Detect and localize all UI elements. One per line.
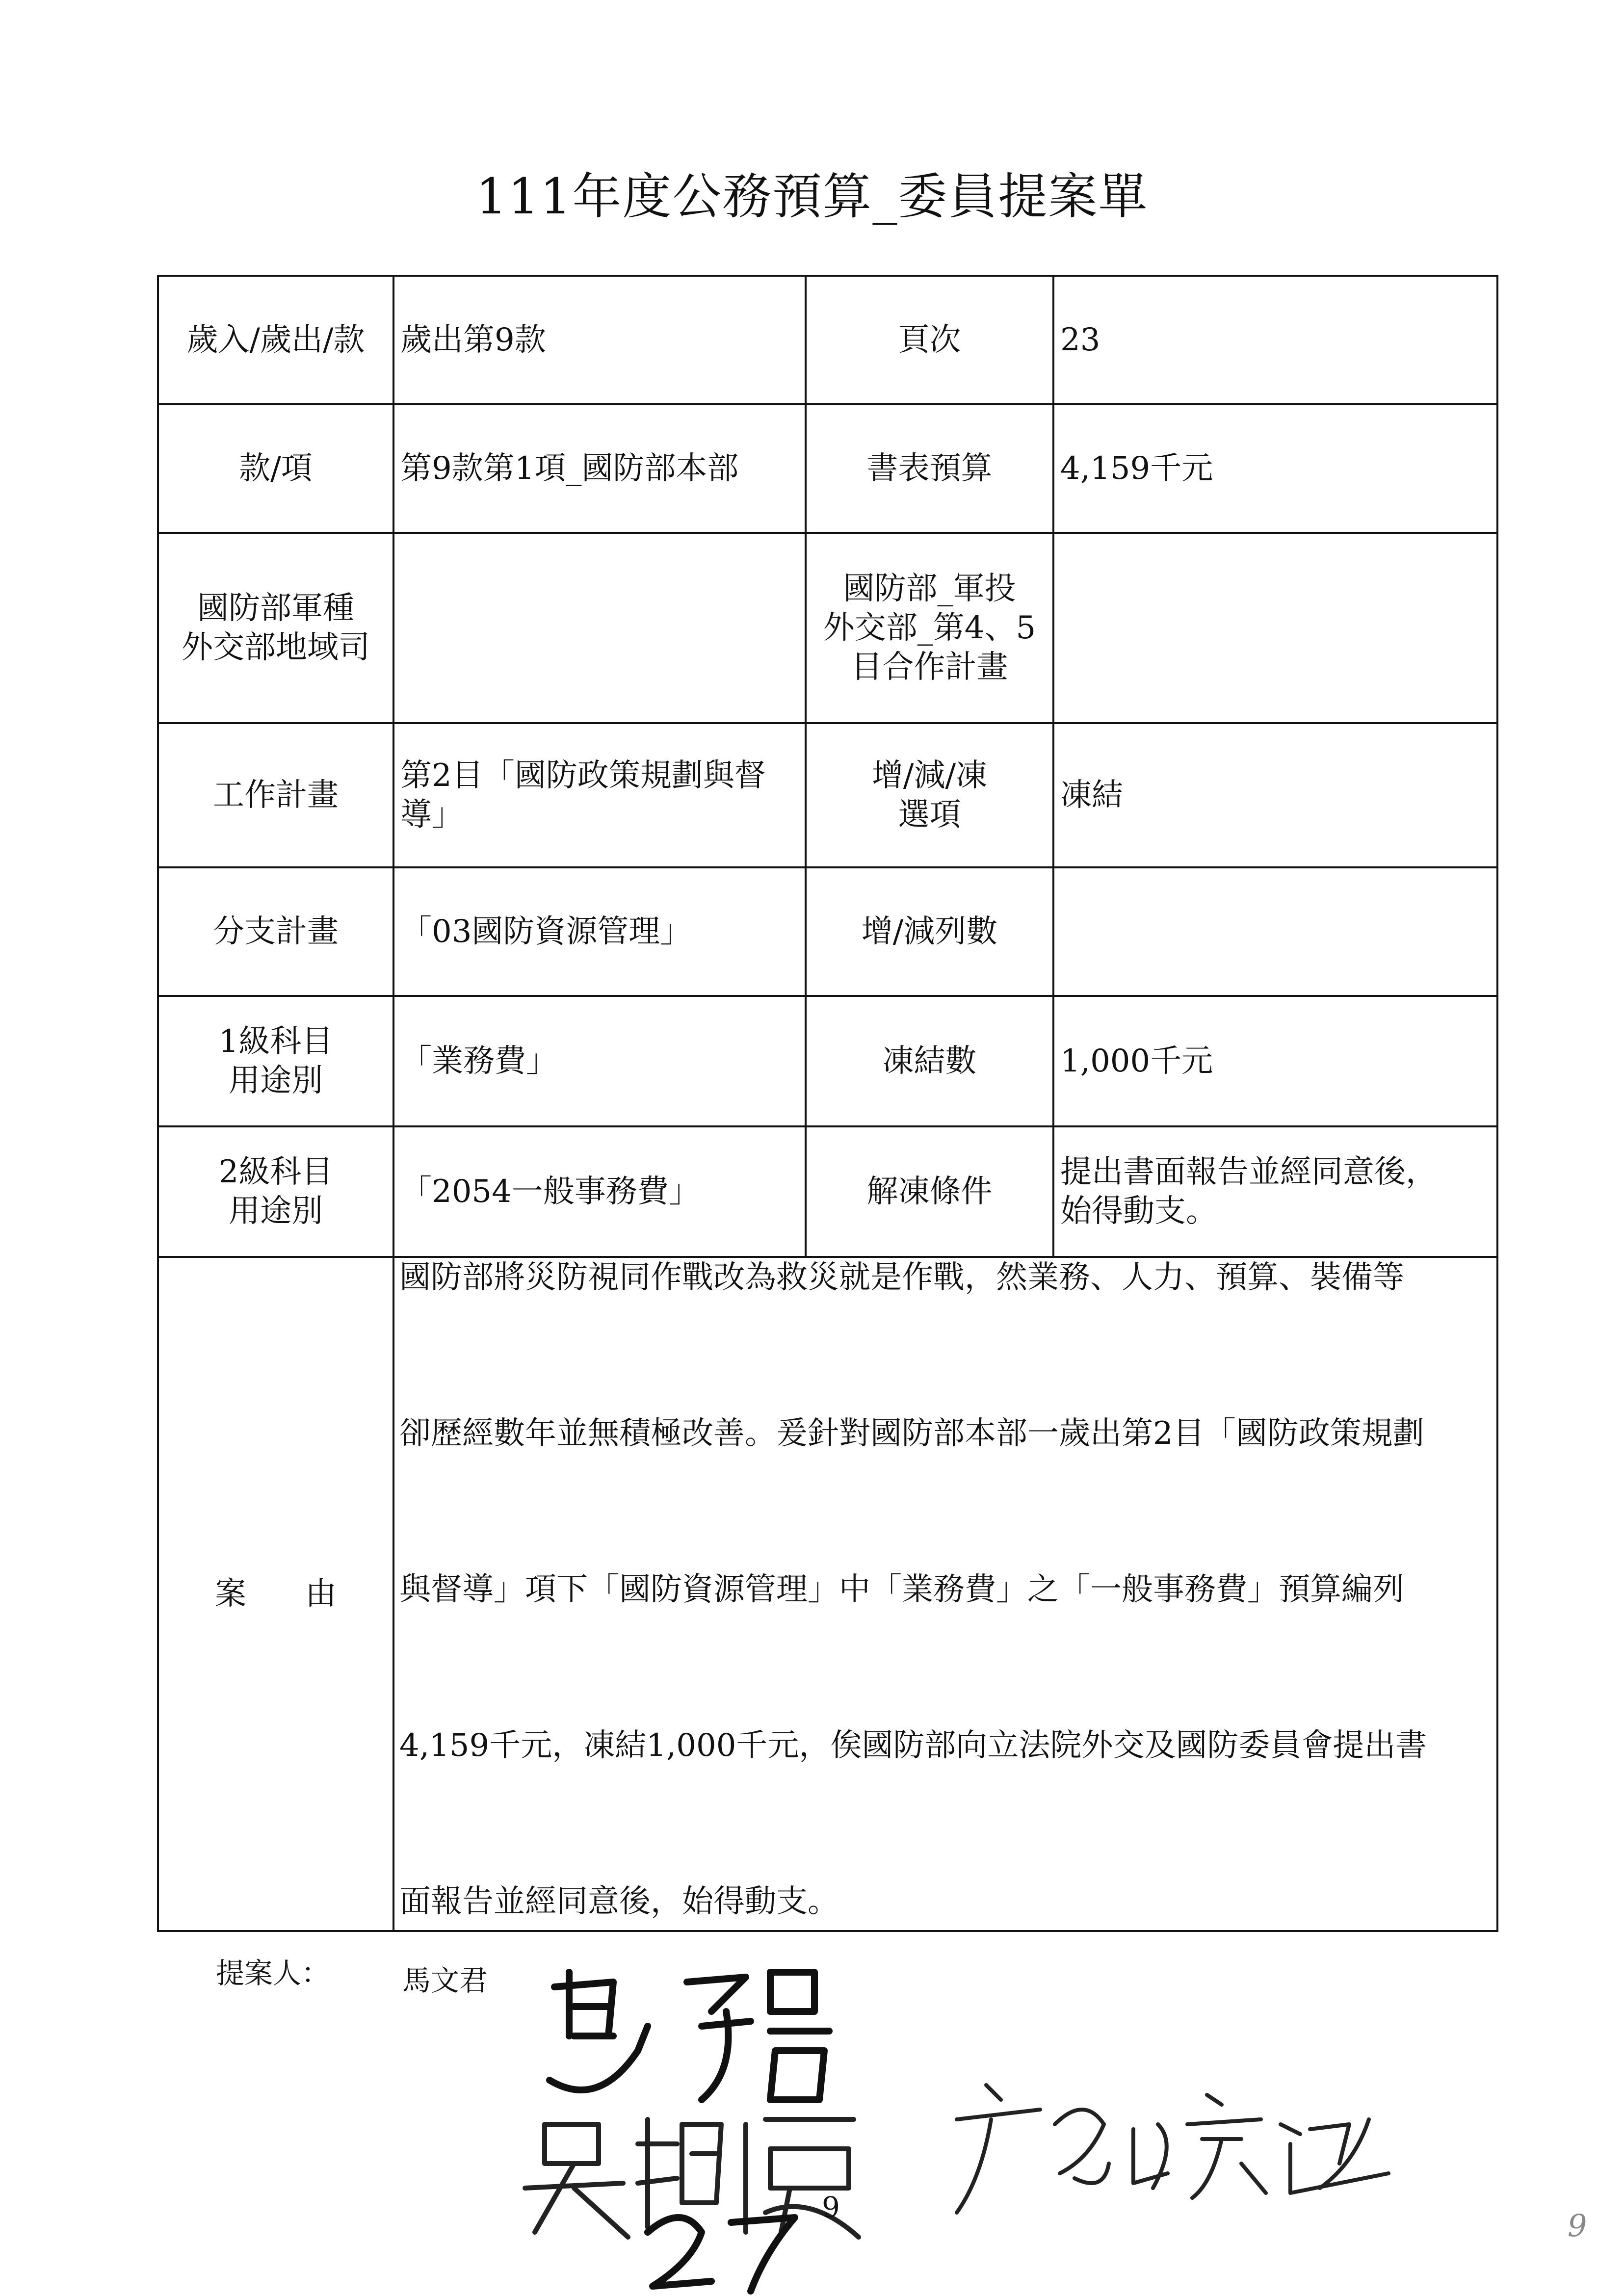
field-label: 增/減列數 bbox=[806, 867, 1053, 996]
field-value: 4,159千元 bbox=[1053, 404, 1497, 533]
table-row bbox=[158, 1257, 1497, 1931]
field-value: 「03國防資源管理」 bbox=[393, 867, 806, 996]
field-value: 23 bbox=[1053, 276, 1497, 404]
field-label: 國防部軍種 外交部地域司 bbox=[158, 533, 393, 723]
field-value: 「2054一般事務費」 bbox=[393, 1126, 806, 1257]
field-label: 凍結數 bbox=[806, 996, 1053, 1126]
field-label: 歲入/歲出/款 bbox=[158, 276, 393, 404]
reason-label: 案 由 bbox=[158, 1257, 393, 1931]
corner-mark: 9 bbox=[1568, 2208, 1587, 2244]
field-value bbox=[1053, 867, 1497, 996]
table-row bbox=[158, 996, 1497, 1126]
reason-text bbox=[393, 1257, 1497, 1931]
field-label: 國防部_軍投 外交部_第4、5 目合作計畫 bbox=[806, 533, 1053, 723]
field-label: 分支計畫 bbox=[158, 867, 393, 996]
signature-lai bbox=[947, 2065, 1388, 2222]
proposer-label: 提案人： bbox=[216, 1957, 330, 1990]
table-row bbox=[158, 723, 1497, 867]
field-label: 解凍條件 bbox=[806, 1126, 1053, 1257]
field-value: 歲出第9款 bbox=[393, 276, 806, 404]
reason-line: 卻歷經數年並無積極改善。爰針對國防部本部一歲出第2目「國防政策規劃 bbox=[399, 1415, 1424, 1452]
field-value: 1,000千元 bbox=[1053, 996, 1497, 1126]
field-label: 款/項 bbox=[158, 404, 393, 533]
reason-line: 與督導」項下「國防資源管理」中「業務費」之「一般事務費」預算編列 bbox=[399, 1571, 1404, 1608]
field-value bbox=[1053, 533, 1497, 723]
field-value: 凍結 bbox=[1053, 723, 1497, 867]
table-row bbox=[158, 404, 1497, 533]
form-title: 111年度公務預算_委員提案單 bbox=[475, 168, 1149, 225]
field-label: 頁次 bbox=[806, 276, 1053, 404]
reason-line: 面報告並經同意後，始得動支。 bbox=[399, 1883, 839, 1920]
field-label: 書表預算 bbox=[806, 404, 1053, 533]
field-value: 第2目「國防政策規劃與督 導」 bbox=[393, 723, 806, 867]
field-label: 增/減/凍 選項 bbox=[806, 723, 1053, 867]
field-label: 工作計畫 bbox=[158, 723, 393, 867]
proposal-form-table bbox=[157, 275, 1498, 1932]
field-value: 提出書面報告並經同意後， 始得動支。 bbox=[1053, 1126, 1497, 1257]
field-value: 「業務費」 bbox=[393, 996, 806, 1126]
field-label: 2級科目 用途別 bbox=[158, 1126, 393, 1257]
page-number: 9 bbox=[822, 2191, 840, 2224]
reason-line: 國防部將災防視同作戰改為救災就是作戰，然業務、人力、預算、裝備等 bbox=[399, 1259, 1404, 1296]
proposer-name: 馬文君 bbox=[402, 1964, 488, 1997]
table-row bbox=[158, 867, 1497, 996]
field-value: 第9款第1項_國防部本部 bbox=[393, 404, 806, 533]
table-row bbox=[158, 533, 1497, 723]
signature-ma bbox=[540, 1953, 844, 2129]
signature-number bbox=[638, 2203, 814, 2296]
table-row bbox=[158, 276, 1497, 404]
field-value bbox=[393, 533, 806, 723]
reason-line: 4,159千元，凍結1,000千元，俟國防部向立法院外交及國防委員會提出書 bbox=[399, 1727, 1427, 1764]
field-label: 1級科目 用途別 bbox=[158, 996, 393, 1126]
table-row bbox=[158, 1126, 1497, 1257]
